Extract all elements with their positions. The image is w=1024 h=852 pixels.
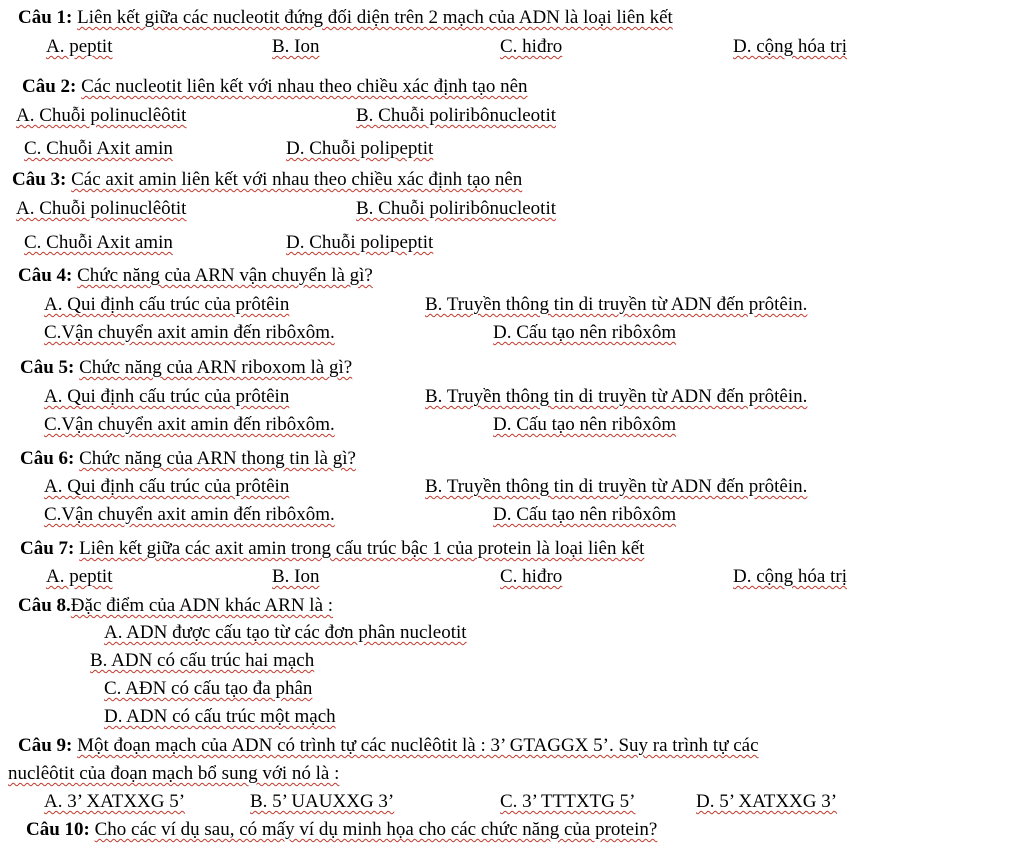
question-7 <box>0 535 1024 563</box>
question-1-number: Câu 1: <box>18 7 73 28</box>
question-1-text: Liên kết giữa các nucleotit đứng đối diện trên 2 mạch của ADN là loại liên kết <box>77 7 673 28</box>
question-8-option-a <box>0 619 1024 647</box>
question-7-options <box>0 563 1024 591</box>
option-c: C. 3’ TTTXTG 5’ <box>500 791 636 812</box>
question-6 <box>0 445 1024 473</box>
question-8-option-d <box>0 703 1024 731</box>
question-2-text: Các nucleotit liên kết với nhau theo chiều xác định tạo nên <box>81 76 528 97</box>
option-b: B. Chuỗi poliribônucleotit <box>356 105 557 126</box>
question-4-options-row1 <box>0 291 1024 319</box>
option-b: B. Truyền thông tin di truyền từ ADN đến prôtêin. <box>425 294 808 315</box>
question-10-number: Câu 10: <box>26 819 90 840</box>
option-d: D. cộng hóa trị <box>733 36 847 57</box>
question-8-text: Đặc điểm của ADN khác ARN là : <box>70 595 334 616</box>
option-c: C. AĐN có cấu tạo đa phân <box>104 678 313 699</box>
question-6-number: Câu 6: <box>20 448 75 469</box>
question-8 <box>0 592 1024 620</box>
question-9-options <box>0 788 1024 816</box>
question-1 <box>0 4 1024 32</box>
option-d: D. ADN có cấu trúc một mạch <box>104 706 336 727</box>
option-c: C. hiđro <box>500 566 563 587</box>
option-b: B. ADN có cấu trúc hai mạch <box>90 650 315 671</box>
question-5-number: Câu 5: <box>20 357 75 378</box>
question-9 <box>0 732 1024 760</box>
question-4-options-row2 <box>0 319 1024 347</box>
question-8-option-c <box>0 675 1024 703</box>
question-4-text: Chức năng của ARN vận chuyển là gì? <box>77 265 373 286</box>
option-a: A. Qui định cấu trúc của prôtêin <box>44 476 290 497</box>
question-5 <box>0 354 1024 382</box>
question-10 <box>0 816 1024 844</box>
question-3-text: Các axit amin liên kết với nhau theo chiều xác định tạo nên <box>71 169 523 190</box>
question-8-option-b <box>0 647 1024 675</box>
question-8-number: Câu 8. <box>18 595 71 616</box>
question-9-number: Câu 9: <box>18 735 73 756</box>
option-b: B. Ion <box>272 566 320 587</box>
option-b: B. Ion <box>272 36 320 57</box>
question-5-text: Chức năng của ARN riboxom là gì? <box>79 357 353 378</box>
question-2-number: Câu 2: <box>22 76 77 97</box>
question-6-text: Chức năng của ARN thong tin là gì? <box>79 448 356 469</box>
option-a: A. ADN được cấu tạo từ các đơn phân nucleotit <box>104 622 467 643</box>
question-7-number: Câu 7: <box>20 538 75 559</box>
question-10-text: Cho các ví dụ sau, có mấy ví dụ minh họa cho các chức năng của protein? <box>94 819 658 840</box>
option-c: C.Vận chuyển axit amin đến ribôxôm. <box>44 504 335 525</box>
option-d: D. 5’ XATXXG 3’ <box>696 791 838 812</box>
option-d: D. Cấu tạo nên ribôxôm <box>493 504 677 525</box>
option-a: A. Qui định cấu trúc của prôtêin <box>44 294 290 315</box>
question-3 <box>0 166 1024 194</box>
option-d: D. Cấu tạo nên ribôxôm <box>493 322 677 343</box>
question-5-options-row2 <box>0 411 1024 439</box>
option-a: A. Qui định cấu trúc của prôtêin <box>44 386 290 407</box>
option-c: C.Vận chuyển axit amin đến ribôxôm. <box>44 414 335 435</box>
option-b: B. Truyền thông tin di truyền từ ADN đến prôtêin. <box>425 476 808 497</box>
option-b: B. 5’ UAUXXG 3’ <box>250 791 395 812</box>
question-6-options-row1 <box>0 473 1024 501</box>
question-4-number: Câu 4: <box>18 265 73 286</box>
option-c: C. hiđro <box>500 36 563 57</box>
question-1-options <box>0 33 1024 61</box>
question-7-text: Liên kết giữa các axit amin trong cấu trúc bậc 1 của protein là loại liên kết <box>79 538 645 559</box>
question-3-number: Câu 3: <box>12 169 67 190</box>
question-9-text-line1: Một đoạn mạch của ADN có trình tự các nuclêôtit là : 3’ GTAGGX 5’. Suy ra trình tự các <box>77 735 759 756</box>
option-d: D. Cấu tạo nên ribôxôm <box>493 414 677 435</box>
question-3-options-row1 <box>0 195 1024 223</box>
option-b: B. Chuỗi poliribônucleotit <box>356 198 557 219</box>
question-6-options-row2 <box>0 501 1024 529</box>
option-d: D. cộng hóa trị <box>733 566 847 587</box>
option-a: A. Chuỗi polinuclêôtit <box>16 105 187 126</box>
question-3-options-row2 <box>0 229 1024 257</box>
question-2-options-row2 <box>0 135 1024 163</box>
option-d: D. Chuỗi polipeptit <box>286 232 434 253</box>
option-a: A. peptit <box>46 36 113 57</box>
question-4 <box>0 262 1024 290</box>
option-c: C. Chuỗi Axit amin <box>24 232 173 253</box>
option-a: A. 3’ XATXXG 5’ <box>44 791 186 812</box>
question-2-options-row1 <box>0 102 1024 130</box>
option-b: B. Truyền thông tin di truyền từ ADN đến prôtêin. <box>425 386 808 407</box>
option-d: D. Chuỗi polipeptit <box>286 138 434 159</box>
option-a: A. peptit <box>46 566 113 587</box>
question-9-text-line2: nuclêôtit của đoạn mạch bổ sung với nó là : <box>8 763 340 784</box>
option-c: C. Chuỗi Axit amin <box>24 138 173 159</box>
option-a: A. Chuỗi polinuclêôtit <box>16 198 187 219</box>
question-9-line2 <box>0 760 1024 788</box>
option-c: C.Vận chuyển axit amin đến ribôxôm. <box>44 322 335 343</box>
question-2 <box>0 73 1024 101</box>
question-5-options-row1 <box>0 383 1024 411</box>
